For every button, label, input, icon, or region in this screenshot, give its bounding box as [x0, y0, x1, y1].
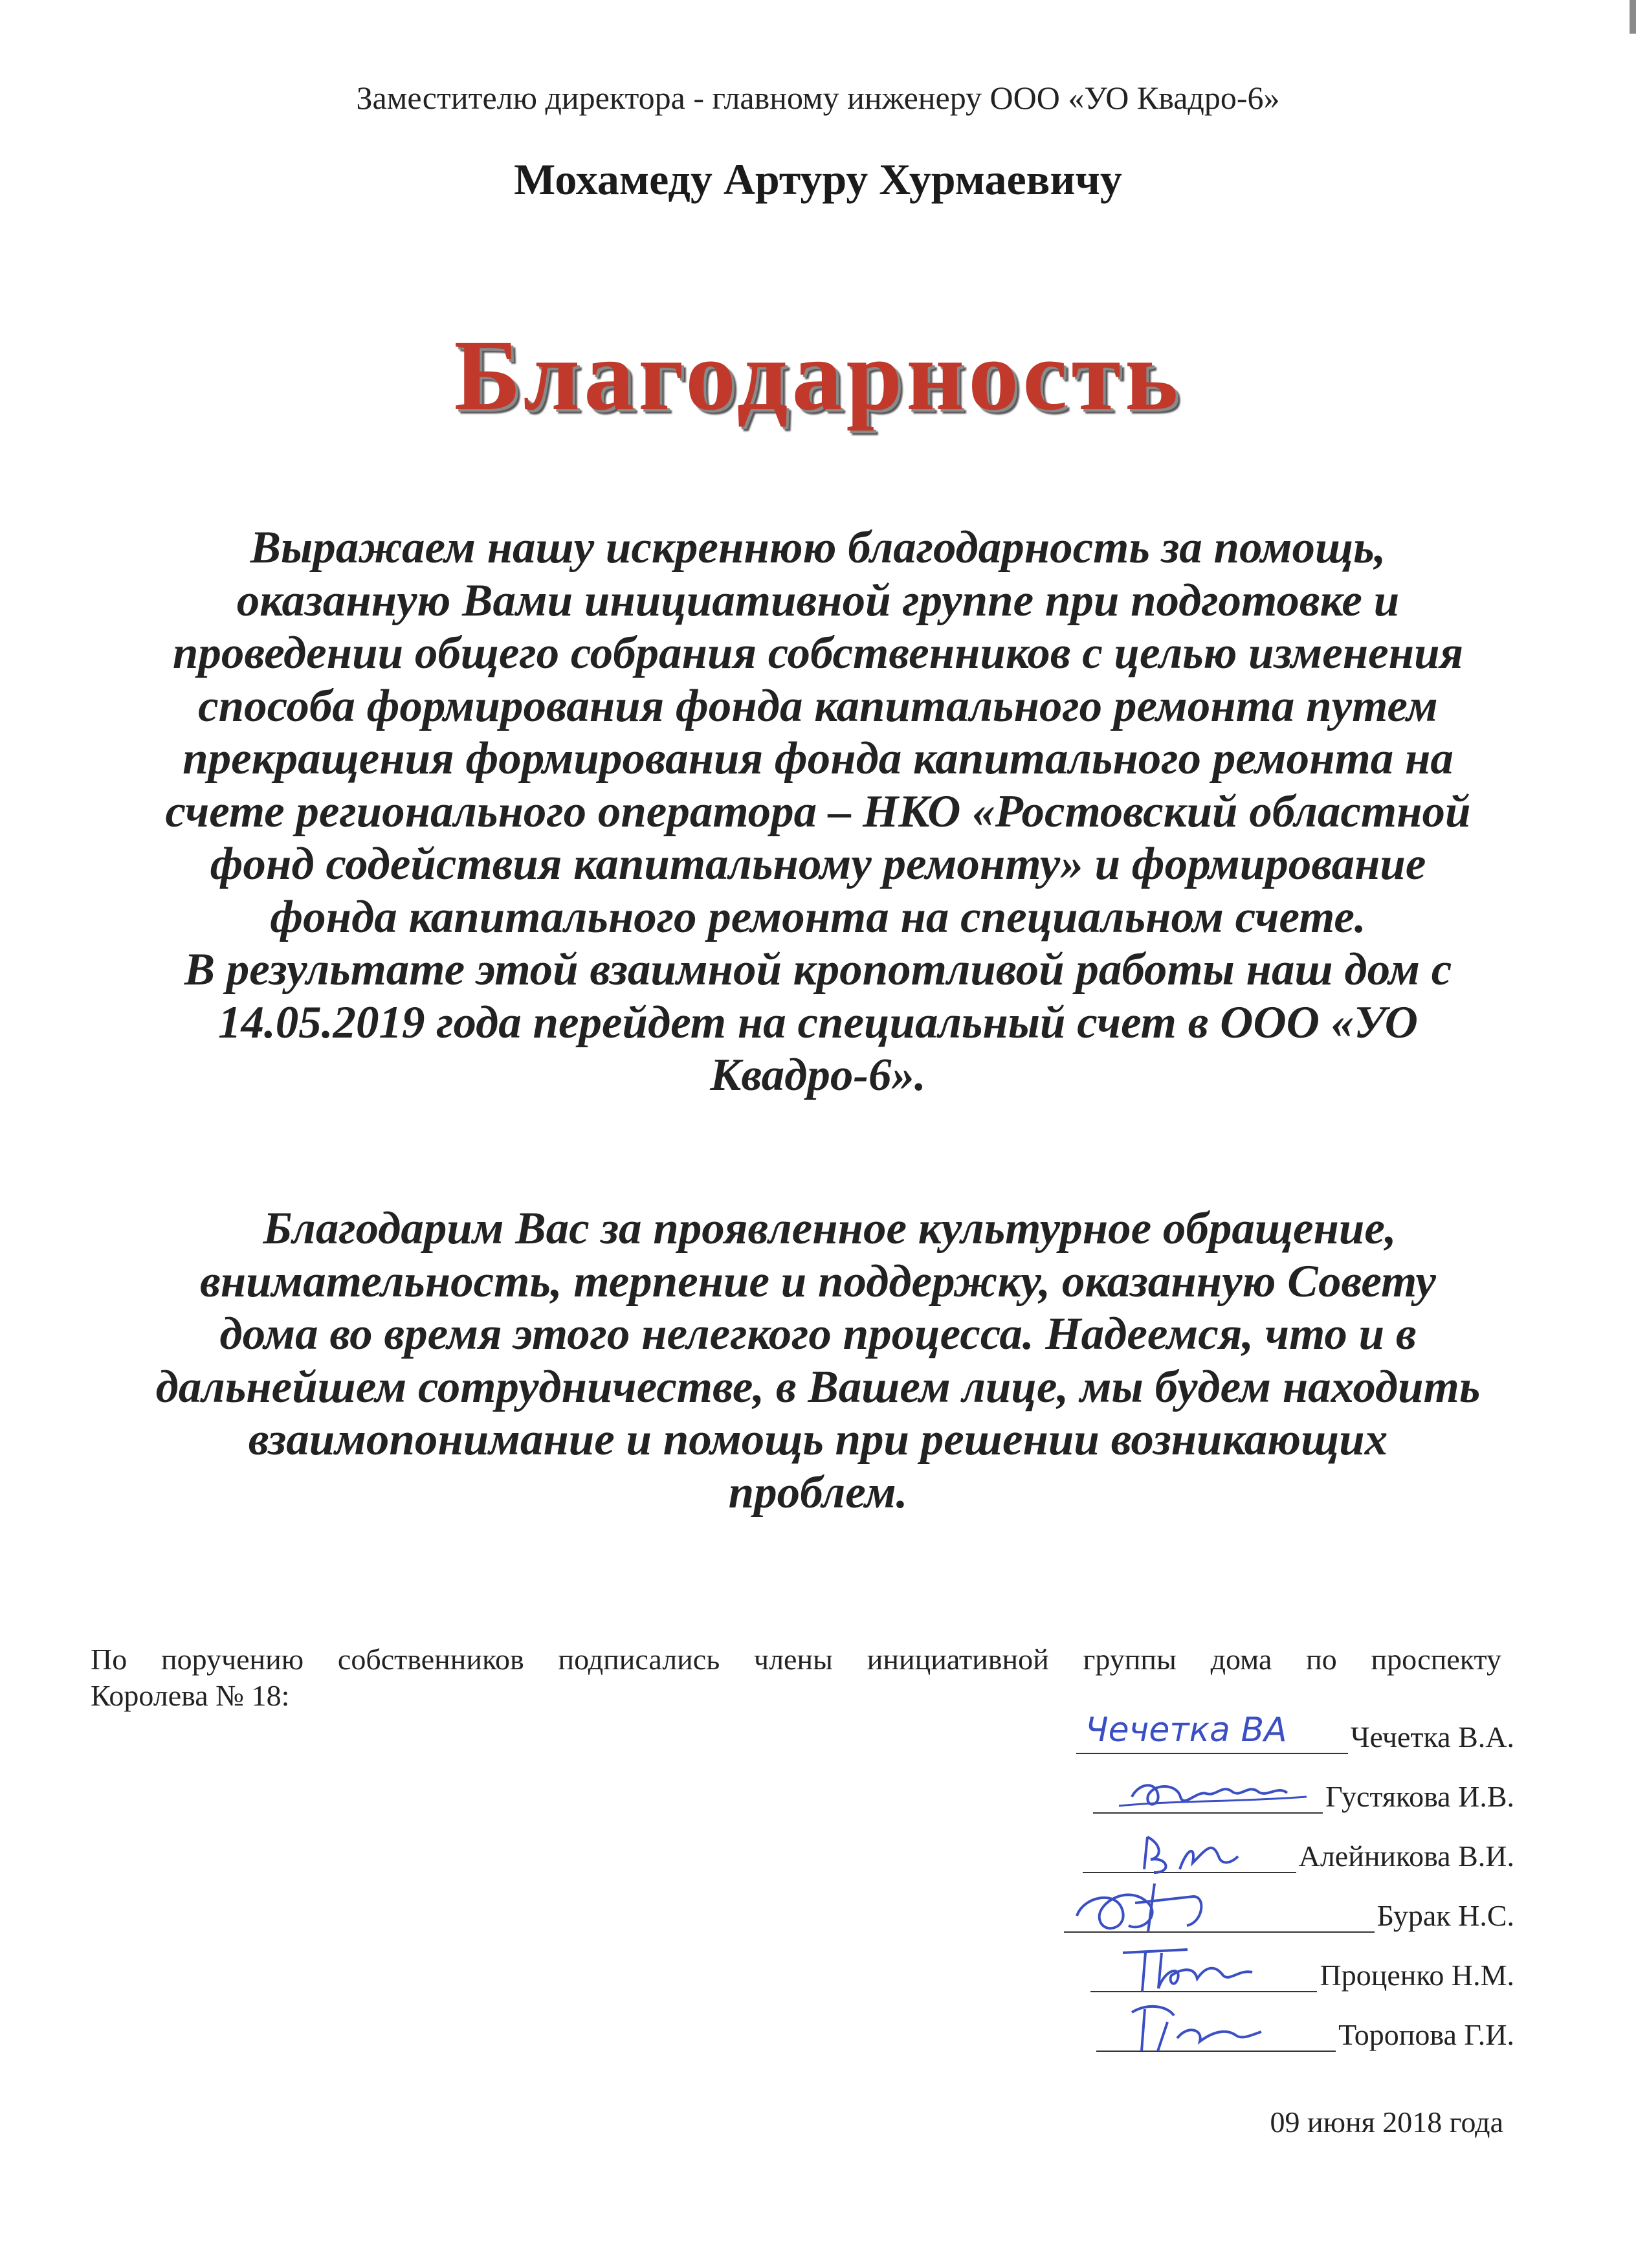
paragraph-line: Выражаем нашу искреннюю благодарность за помощь,: [250, 522, 1386, 573]
signature-intro: [91, 1641, 1501, 1714]
paragraph-line: Квадро-6».: [710, 1050, 926, 1100]
signer-name: Проценко Н.М.: [1320, 1959, 1514, 1992]
paragraph-line: прекращения формирования фонда капитального ремонта на: [182, 733, 1454, 784]
paragraph-line: дома во время этого нелегкого процесса. Надеемся, что и в: [219, 1309, 1417, 1359]
signer-row: [1083, 1828, 1514, 1873]
signer-row: [1090, 1947, 1514, 1992]
signer-row: [1076, 1709, 1514, 1754]
signer-row: [1064, 1887, 1514, 1933]
handwritten-signature: [1093, 1777, 1323, 1816]
paragraph-line: счете регионального оператора – НКО «Ростовский областной: [165, 786, 1471, 837]
paragraph-line: фонда капитального ремонта на специальном счете.: [270, 891, 1366, 942]
signer-name: Бурак Н.С.: [1376, 1899, 1514, 1932]
paragraph-line: фонд содействия капитальному ремонту» и формирование: [210, 839, 1426, 889]
signer-name: Торопова Г.И.: [1338, 2018, 1514, 2051]
scan-edge-mark: [1630, 0, 1636, 34]
signature-line: [1093, 1783, 1323, 1814]
signer-row: [1096, 2007, 1514, 2052]
signature-line: [1090, 1961, 1317, 1992]
paragraph-line: 14.05.2019 года перейдет на специальный счет в ООО «УО: [218, 997, 1418, 1048]
handwritten-name: Чечетка ВА: [1085, 1711, 1287, 1750]
signature-intro-line: По поручению собственников подписались члены инициативной группы дома по проспекту: [91, 1643, 1501, 1676]
paragraph-line: внимательность, терпение и поддержку, оказанную Совету: [200, 1256, 1436, 1307]
addressee-name: Мохамеду Артуру Хурмаевичу: [514, 155, 1122, 204]
signer-name: Чечетка В.А.: [1350, 1720, 1514, 1753]
signer-row: [1093, 1768, 1514, 1814]
paragraph-line: дальнейшем сотрудничестве, в Вашем лице, мы будем находить: [155, 1361, 1481, 1412]
document-title: Благодарность: [454, 319, 1182, 431]
paragraph-line: проведении общего собрания собственников с целью изменения: [172, 628, 1464, 678]
body-paragraph-1: [84, 522, 1552, 1102]
handwritten-signature: [1090, 1956, 1317, 1995]
signature-line: [1083, 1842, 1296, 1873]
addressee-position: Заместителю директора - главному инженеру ООО «УО Квадро-6»: [356, 80, 1280, 116]
signature-intro-line: Королева № 18:: [91, 1679, 290, 1712]
handwritten-signature: [1064, 1896, 1375, 1935]
signature-line: [1096, 2021, 1336, 2052]
body-paragraph-2: [84, 1203, 1552, 1519]
paragraph-line: оказанную Вами инициативной группе при подготовке и: [236, 575, 1400, 626]
handwritten-signature: [1076, 1711, 1348, 1757]
paragraph-line: проблем.: [728, 1467, 908, 1518]
handwritten-signature: [1083, 1837, 1296, 1876]
signer-name: Алейникова В.И.: [1298, 1840, 1514, 1873]
paragraph-line: способа формирования фонда капитального ремонта путем: [198, 680, 1438, 731]
paragraph-line: В результате этой взаимной кропотливой работы наш дом с: [184, 944, 1452, 995]
signature-line: [1076, 1711, 1348, 1754]
handwritten-signature: [1096, 2016, 1336, 2054]
paragraph-line: Благодарим Вас за проявленное культурное обращение,: [263, 1203, 1397, 1254]
paragraph-line: взаимопонимание и помощь при решении возникающих: [248, 1414, 1388, 1465]
signer-name: Густякова И.В.: [1325, 1780, 1514, 1813]
signature-line: [1064, 1902, 1375, 1933]
document-date: 09 июня 2018 года: [1270, 2106, 1503, 2139]
